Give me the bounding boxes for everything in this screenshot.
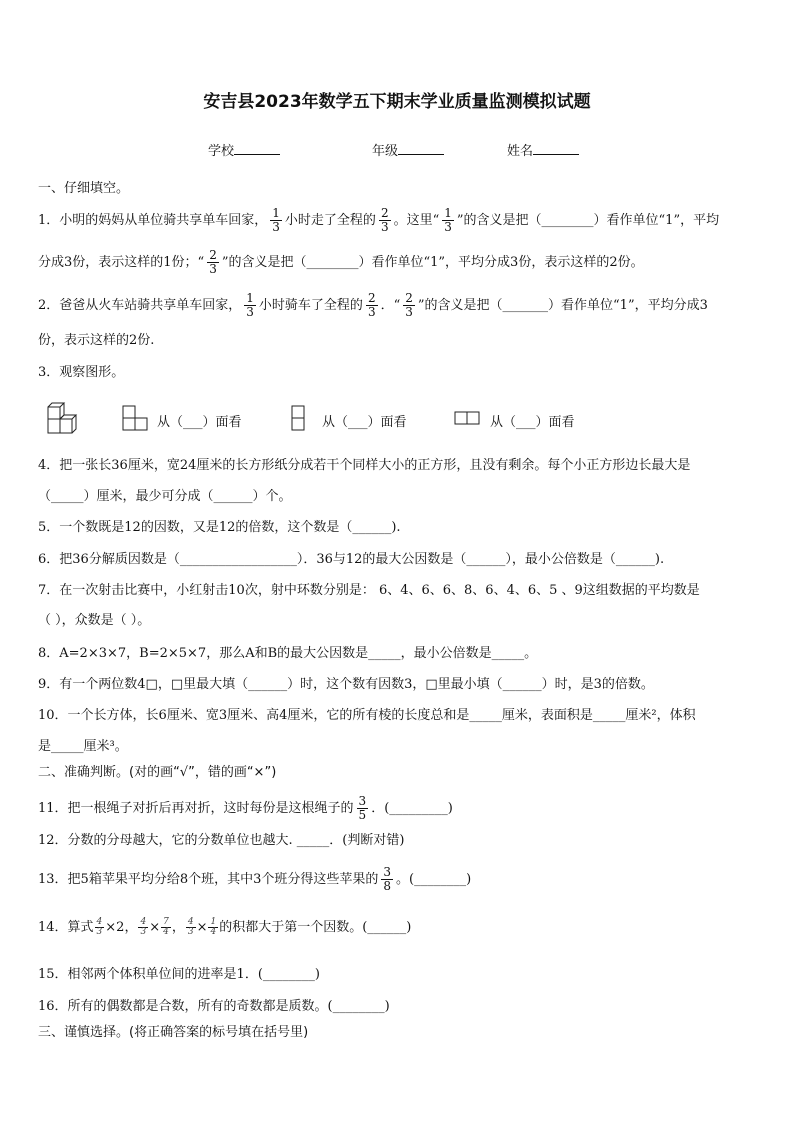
q11-text-b: ．(_________) — [371, 801, 453, 816]
name-label: 姓名 — [507, 144, 534, 159]
q1-text-b: 小时走了全程的 — [284, 213, 376, 228]
side-view-icon — [290, 404, 306, 432]
view-1-label: 从（___）面看 — [157, 415, 242, 430]
question-4: 4．把一张长36厘米，宽24厘米的长方形纸分成若干个同样大小的正方形，且没有剩余。每个小正方形边长最大是 — [38, 458, 691, 473]
q11-text-a: 11．把一根绳子对折后再对折，这时每份是这根绳子的 — [38, 801, 354, 816]
question-9: 9．有一个两位数4□，□里最大填（______）时，这个数有因数3，□里最小填（______）时，是3的倍数。 — [38, 677, 654, 692]
q14-expr-a: ×2， — [105, 920, 138, 935]
grade-field — [372, 140, 444, 159]
q1-text-d: ”的含义是把（________）看作单位“1”，平均 — [456, 213, 720, 228]
grade-label: 年级 — [372, 144, 399, 159]
fraction: $\frac{1}{4}$ — [210, 917, 217, 937]
q13-text-b: 。(________) — [396, 872, 472, 887]
q2-text-a: 2．爸爸从火车站骑共享单车回家， — [38, 298, 242, 313]
q13-text-a: 13．把5箱苹果平均分给8个班，其中3个班分得这些苹果的 — [38, 872, 379, 887]
fraction: $\frac{7}{4}$ — [163, 917, 169, 937]
question-10: 10．一个长方体，长6厘米、宽3厘米、高4厘米，它的所有棱的长度总和是_____厘米，表面积是_____厘米²，体积 — [38, 708, 696, 723]
view-2-label: 从（___）面看 — [322, 415, 407, 430]
cube-stack-figure — [44, 402, 80, 436]
q14-times: × — [196, 920, 208, 935]
q2-text-b: 小时骑车了全程的 — [258, 298, 363, 313]
question-6: 6．把36分解质因数是（__________________）．36与12的最大公因数是（______），最小公倍数是（______). — [38, 552, 665, 567]
school-label: 学校 — [208, 144, 235, 159]
q14-times: × — [149, 920, 161, 935]
view-3-label: 从（___）面看 — [490, 415, 575, 430]
page-title: 安吉县2023年数学五下期末学业质量监测模拟试题 — [203, 92, 591, 112]
q2-text-c: ．“ — [380, 298, 401, 313]
question-14 — [38, 918, 754, 937]
q2-text-d: ”的含义是把（_______）看作单位“1”，平均分成3 — [417, 298, 708, 313]
q1-text-a: 1．小明的妈妈从单位骑共享单车回家， — [38, 213, 268, 228]
name-blank[interactable] — [533, 142, 579, 155]
q1-text-f: ”的含义是把（________）看作单位“1”，平均分成3份，表示这样的2份。 — [221, 255, 644, 270]
question-16: 16．所有的偶数都是合数，所有的奇数都是质数。(________) — [38, 999, 390, 1014]
section-2-heading: 二、准确判断。(对的画“√”，错的画“×”) — [38, 765, 277, 780]
question-5: 5．一个数既是12的因数，又是12的倍数，这个数是（______). — [38, 520, 401, 535]
question-11 — [38, 795, 754, 822]
question-7: 7．在一次射击比赛中，小红射击10次，射中环数分别是： 6、4、6、6、8、6、4、6、5 、9这组数据的平均数是 — [38, 583, 700, 598]
fraction: $\frac{3}{5}$ — [358, 794, 367, 822]
section-3-heading: 三、谨慎选择。(将正确答案的标号填在括号里) — [38, 1025, 309, 1040]
question-8: 8．A=2×3×7，B=2×5×7，那么A和B的最大公因数是_____，最小公倍数是_____。 — [38, 646, 538, 661]
question-12: 12．分数的分母越大，它的分数单位也越大. _____．(判断对错) — [38, 833, 405, 848]
fraction: $\frac{1}{3}$ — [246, 291, 254, 319]
fraction: $\frac{2}{3}$ — [405, 291, 413, 319]
question-4-line-2: （_____）厘米，最少可分成（______）个。 — [38, 489, 292, 504]
fraction: $\frac{2}{3}$ — [380, 206, 389, 234]
fraction: $\frac{3}{8}$ — [383, 865, 391, 893]
q1-text-e: 分成3份，表示这样的1份；“ — [38, 255, 205, 270]
school-blank[interactable] — [234, 142, 280, 155]
question-1-line-2 — [38, 249, 754, 276]
fraction: $\frac{4}{3}$ — [140, 917, 147, 937]
question-1 — [38, 207, 754, 234]
fraction: $\frac{1}{3}$ — [444, 206, 452, 234]
question-13 — [38, 866, 754, 893]
q14-comma: ， — [171, 920, 185, 935]
fraction: $\frac{2}{3}$ — [367, 291, 376, 319]
question-3: 3．观察图形。 — [38, 365, 125, 380]
q14-text-a: 14．算式 — [38, 920, 94, 935]
school-field — [208, 140, 280, 159]
question-7-line-2: （ ），众数是（ ）。 — [38, 613, 151, 628]
fraction: $\frac{4}{3}$ — [187, 917, 194, 937]
q1-text-c: 。这里“ — [393, 213, 440, 228]
name-field — [507, 140, 579, 159]
question-15: 15．相邻两个体积单位间的进率是1．(________) — [38, 967, 320, 982]
question-2 — [38, 292, 754, 319]
fraction: $\frac{2}{3}$ — [209, 248, 217, 276]
section-1-heading: 一、仔细填空。 — [38, 181, 130, 196]
q14-text-b: 的积都大于第一个因数。(______) — [219, 920, 412, 935]
question-10-line-2: 是_____厘米³。 — [38, 739, 128, 754]
fraction: $\frac{4}{3}$ — [96, 917, 103, 937]
view-figures — [44, 402, 644, 438]
fraction: $\frac{1}{3}$ — [272, 206, 280, 234]
front-view-icon — [122, 404, 150, 432]
top-view-icon — [454, 410, 482, 426]
grade-blank[interactable] — [398, 142, 444, 155]
question-2-line-2: 份，表示这样的2份. — [38, 333, 155, 348]
